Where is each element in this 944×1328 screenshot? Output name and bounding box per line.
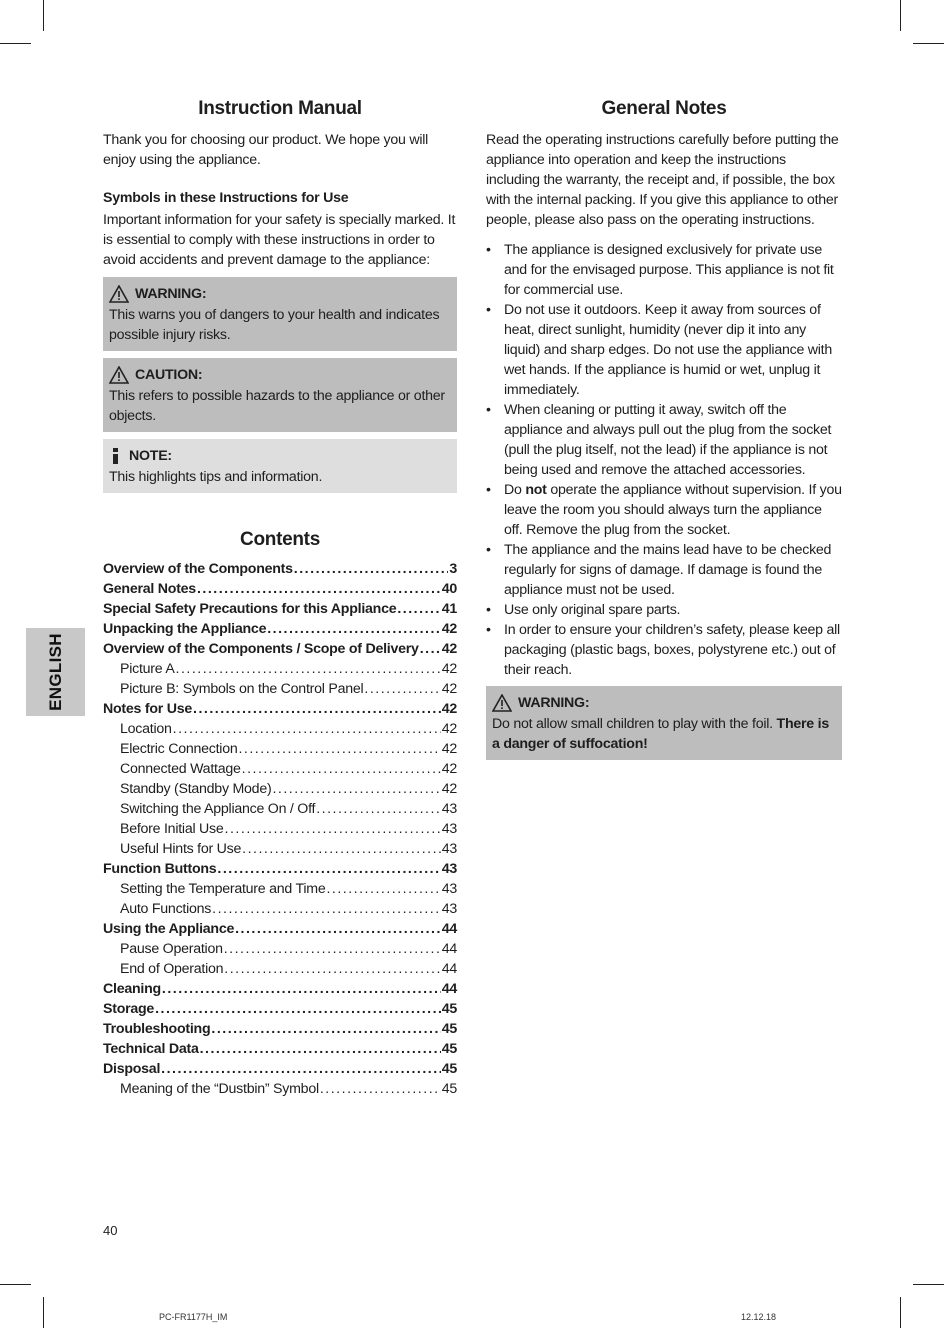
warning-triangle-icon <box>492 694 512 712</box>
symbols-heading: Symbols in these Instructions for Use <box>103 190 349 206</box>
caution-label: CAUTION: <box>135 367 203 383</box>
toc-dot-leader <box>364 679 440 699</box>
warning-triangle-icon <box>109 285 129 303</box>
toc-entry-page: 42 <box>441 761 457 777</box>
toc-entry[interactable] <box>103 559 457 579</box>
toc-entry-page: 44 <box>441 961 457 977</box>
general-notes-title: General Notes <box>601 98 727 119</box>
toc-dot-leader <box>235 919 441 939</box>
toc-entry-title: Pause Operation <box>120 941 223 957</box>
list-item: • The appliance is designed exclusively for private use and for the envisaged purpose. This appliance is not fit for commercial use. <box>486 240 842 300</box>
toc-dot-leader <box>272 779 440 799</box>
list-item-emphasis: not <box>525 482 547 498</box>
toc-dot-leader <box>267 619 441 639</box>
warning-box <box>103 277 457 351</box>
toc-entry[interactable] <box>103 899 457 919</box>
toc-dot-leader <box>316 799 441 819</box>
toc-entry-page: 45 <box>441 1001 457 1017</box>
toc-dot-leader <box>225 819 441 839</box>
toc-dot-leader <box>200 1039 441 1059</box>
toc-entry-page: 43 <box>441 801 457 817</box>
toc-entry-page: 42 <box>441 721 457 737</box>
toc-entry-title: Useful Hints for Use <box>120 841 242 857</box>
toc-entry[interactable] <box>103 579 457 599</box>
toc-entry[interactable] <box>103 679 457 699</box>
toc-entry[interactable] <box>103 619 457 639</box>
toc-entry-title: Notes for Use <box>103 701 192 717</box>
toc-entry-page: 43 <box>441 821 457 837</box>
children-warning-box <box>486 686 842 760</box>
toc-entry-title: Troubleshooting <box>103 1021 211 1037</box>
toc-entry-page: 42 <box>441 681 457 697</box>
toc-entry[interactable] <box>103 779 457 799</box>
toc-entry-page: 3 <box>449 561 457 577</box>
instruction-manual-title: Instruction Manual <box>198 98 362 119</box>
caution-text: This refers to possible hazards to the appliance or other objects. <box>109 388 445 424</box>
toc-entry-title: Overview of the Components <box>103 561 293 577</box>
toc-entry[interactable] <box>103 699 457 719</box>
toc-entry-page: 42 <box>441 701 457 717</box>
toc-entry-page: 45 <box>441 1081 457 1097</box>
language-side-tab <box>26 628 85 716</box>
toc-entry-title: End of Operation <box>120 961 224 977</box>
toc-entry-title: Overview of the Components / Scope of Delivery <box>103 641 419 657</box>
toc-entry-page: 44 <box>441 981 457 997</box>
crop-mark <box>0 1284 31 1285</box>
toc-dot-leader <box>211 1019 440 1039</box>
language-label: ENGLISH <box>45 633 65 711</box>
toc-entry-page: 43 <box>441 841 457 857</box>
toc-dot-leader <box>197 579 441 599</box>
toc-entry-page: 42 <box>441 641 457 657</box>
toc-dot-leader <box>161 1059 441 1079</box>
toc-dot-leader <box>193 699 441 719</box>
toc-entry-title: Connected Wattage <box>120 761 241 777</box>
toc-entry[interactable] <box>103 979 457 999</box>
toc-entry[interactable] <box>103 859 457 879</box>
warning-text: This warns you of dangers to your health and indicates possible injury risks. <box>109 307 440 343</box>
list-item: • In order to ensure your children’s safety, please keep all packaging (plastic bags, boxes, polystyrene etc.) out of their reach. <box>486 620 842 680</box>
toc-dot-leader <box>238 739 440 759</box>
toc-entry[interactable] <box>103 819 457 839</box>
toc-dot-leader <box>162 979 441 999</box>
toc-entry[interactable] <box>103 639 457 659</box>
toc-entry[interactable] <box>103 999 457 1019</box>
toc-dot-leader <box>173 719 441 739</box>
toc-entry-title: Location <box>120 721 172 737</box>
toc-entry-title: Storage <box>103 1001 155 1017</box>
toc-dot-leader <box>217 859 440 879</box>
toc-dot-leader <box>242 839 441 859</box>
toc-entry[interactable] <box>103 759 457 779</box>
toc-entry-page: 45 <box>441 1061 457 1077</box>
toc-dot-leader <box>155 999 441 1019</box>
toc-entry-title: Meaning of the “Dustbin” Symbol <box>120 1081 319 1097</box>
toc-entry-page: 43 <box>441 861 457 877</box>
toc-entry-title: Picture B: Symbols on the Control Panel <box>120 681 364 697</box>
safety-list <box>486 240 842 680</box>
crop-mark <box>0 43 31 44</box>
table-of-contents <box>103 559 457 1099</box>
toc-entry[interactable] <box>103 1059 457 1079</box>
general-notes-intro: Read the operating instructions carefully before putting the appliance into operation and keep the instructions including the warranty, the receipt and, if possible, the box with the internal packing. If you give this appliance to other people, please also pass on the operating instructions. <box>486 132 839 228</box>
caution-box <box>103 358 457 432</box>
toc-entry-title: Setting the Temperature and Time <box>120 881 326 897</box>
warning-label: WARNING: <box>518 695 590 711</box>
warning-text: Do not allow small children to play with the foil. <box>492 716 777 732</box>
toc-dot-leader <box>397 599 440 619</box>
toc-entry-page: 44 <box>441 921 457 937</box>
toc-entry-page: 45 <box>441 1041 457 1057</box>
toc-entry-page: 43 <box>441 901 457 917</box>
toc-entry-title: General Notes <box>103 581 196 597</box>
children-warning-text <box>492 714 836 754</box>
toc-entry[interactable] <box>103 599 457 619</box>
toc-dot-leader <box>212 899 441 919</box>
list-item: • Use only original spare parts. <box>486 600 842 620</box>
toc-entry-page: 42 <box>441 661 457 677</box>
toc-entry-page: 40 <box>441 581 457 597</box>
toc-entry-page: 42 <box>441 781 457 797</box>
toc-entry-title: Picture A <box>120 661 175 677</box>
footer-code: PC-FR1177H_IM <box>159 1312 228 1322</box>
note-text: This highlights tips and information. <box>109 469 323 485</box>
toc-entry-title: Cleaning <box>103 981 161 997</box>
crop-mark <box>913 1284 944 1285</box>
toc-entry-title: Auto Functions <box>120 901 212 917</box>
toc-entry[interactable] <box>103 839 457 859</box>
toc-entry[interactable] <box>103 939 457 959</box>
list-item-text: Do <box>504 482 526 498</box>
toc-entry[interactable] <box>103 1019 457 1039</box>
toc-entry-title: Standby (Standby Mode) <box>120 781 272 797</box>
warning-label: WARNING: <box>135 286 207 302</box>
toc-dot-leader <box>320 1079 441 1099</box>
toc-entry[interactable] <box>103 919 457 939</box>
left-column <box>103 96 457 1099</box>
intro-text: Thank you for choosing our product. We hope you will enjoy using the appliance. <box>103 132 429 168</box>
toc-entry-title: Function Buttons <box>103 861 217 877</box>
symbols-text: Important information for your safety is specially marked. It is essential to comply with these instructions in order to avoid accidents and prevent damage to the appliance: <box>103 212 456 268</box>
note-label: NOTE: <box>129 448 172 464</box>
toc-entry-title: Special Safety Precautions for this Appliance <box>103 601 397 617</box>
toc-dot-leader <box>420 639 441 659</box>
toc-entry[interactable] <box>103 1039 457 1059</box>
toc-entry-title: Electric Connection <box>120 741 238 757</box>
list-item: • The appliance and the mains lead have to be checked regularly for signs of damage. If damage is found the appliance must not be used. <box>486 540 842 600</box>
toc-entry[interactable] <box>103 719 457 739</box>
toc-entry-page: 44 <box>441 941 457 957</box>
toc-entry[interactable] <box>103 659 457 679</box>
toc-dot-leader <box>224 959 440 979</box>
toc-entry-title: Disposal <box>103 1061 161 1077</box>
toc-entry-page: 42 <box>441 741 457 757</box>
crop-mark <box>900 0 901 31</box>
toc-entry[interactable] <box>103 799 457 819</box>
caution-triangle-icon <box>109 366 129 384</box>
toc-entry-title: Technical Data <box>103 1041 199 1057</box>
footer-date: 12.12.18 <box>741 1312 777 1322</box>
toc-entry-title: Before Initial Use <box>120 821 224 837</box>
crop-mark <box>43 1297 44 1328</box>
list-item <box>486 480 842 540</box>
toc-entry-page: 45 <box>441 1021 457 1037</box>
list-item-text: operate the appliance without supervision. If you leave the room you should always turn the appliance off. Remove the plug from the socket. <box>504 482 842 538</box>
toc-entry[interactable] <box>103 879 457 899</box>
toc-entry-page: 42 <box>441 621 457 637</box>
toc-entry-title: Using the Appliance <box>103 921 235 937</box>
note-box <box>103 439 457 493</box>
toc-dot-leader <box>242 759 441 779</box>
toc-entry[interactable] <box>103 959 457 979</box>
toc-entry-title: Unpacking the Appliance <box>103 621 267 637</box>
toc-dot-leader <box>224 939 441 959</box>
list-item: • When cleaning or putting it away, switch off the appliance and always pull out the plug from the socket (pull the plug itself, not the lead) if the appliance is not being used and remove the attached accessories. <box>486 400 842 480</box>
toc-entry-page: 41 <box>441 601 457 617</box>
toc-dot-leader <box>294 559 449 579</box>
warning-emphasis: There is a danger of suffocation! <box>492 716 829 752</box>
info-icon <box>109 447 123 465</box>
crop-mark <box>913 43 944 44</box>
right-column <box>486 96 842 760</box>
toc-dot-leader <box>326 879 440 899</box>
toc-dot-leader <box>176 659 441 679</box>
page-number: 40 <box>103 1223 118 1238</box>
toc-entry-page: 43 <box>441 881 457 897</box>
crop-mark <box>900 1297 901 1328</box>
toc-entry[interactable] <box>103 739 457 759</box>
crop-mark <box>43 0 44 31</box>
list-item: • Do not use it outdoors. Keep it away from sources of heat, direct sunlight, humidity (never dip it into any liquid) and sharp edges. Do not use the appliance with wet hands. If the appliance is humid or wet, unplug it immediately. <box>486 300 842 400</box>
contents-title: Contents <box>240 529 320 550</box>
toc-entry[interactable] <box>103 1079 457 1099</box>
toc-entry-title: Switching the Appliance On / Off <box>120 801 316 817</box>
